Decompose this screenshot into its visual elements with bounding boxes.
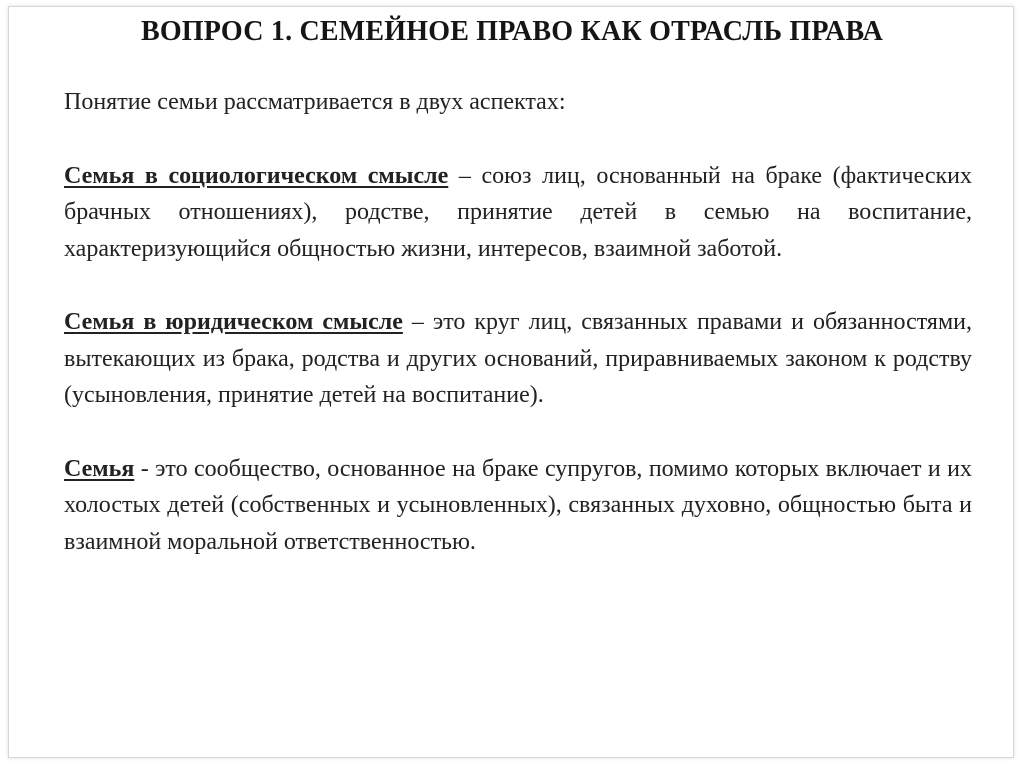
definition-legal: [64, 304, 972, 414]
term-family: Семья: [64, 455, 135, 482]
term-legal: Семья в юридическом смысле: [64, 309, 403, 335]
slide-content: [64, 84, 972, 597]
definition-legal-text: – это круг лиц, связанных правами и обязанностями, вытекающих из брака, родства и других оснований, приравниваемых законом к родству (усыновления, принятие детей на воспитание).: [64, 309, 972, 408]
definition-family: [64, 451, 972, 561]
definition-family-text: - это сообщество, основанное на браке супругов, помимо которых включает и их холостых детей (собственных и усыновленных), связанных духовно, общностью быта и взаимной моральной ответственностью.: [64, 455, 972, 555]
definition-sociological: [64, 158, 972, 268]
intro-text: Понятие семьи рассматривается в двух аспектах:: [64, 89, 566, 115]
slide-title: ВОПРОС 1. СЕМЕЙНОЕ ПРАВО КАК ОТРАСЛЬ ПРАВА: [140, 16, 884, 47]
definition-sociological-text: – союз лиц, основанный на браке (фактических брачных отношениях), родстве, принятие детей в семью на воспитание, характеризующийся общностью жизни, интересов, взаимной заботой.: [64, 162, 972, 262]
term-sociological: Семья в социологическом смысле: [64, 162, 449, 189]
